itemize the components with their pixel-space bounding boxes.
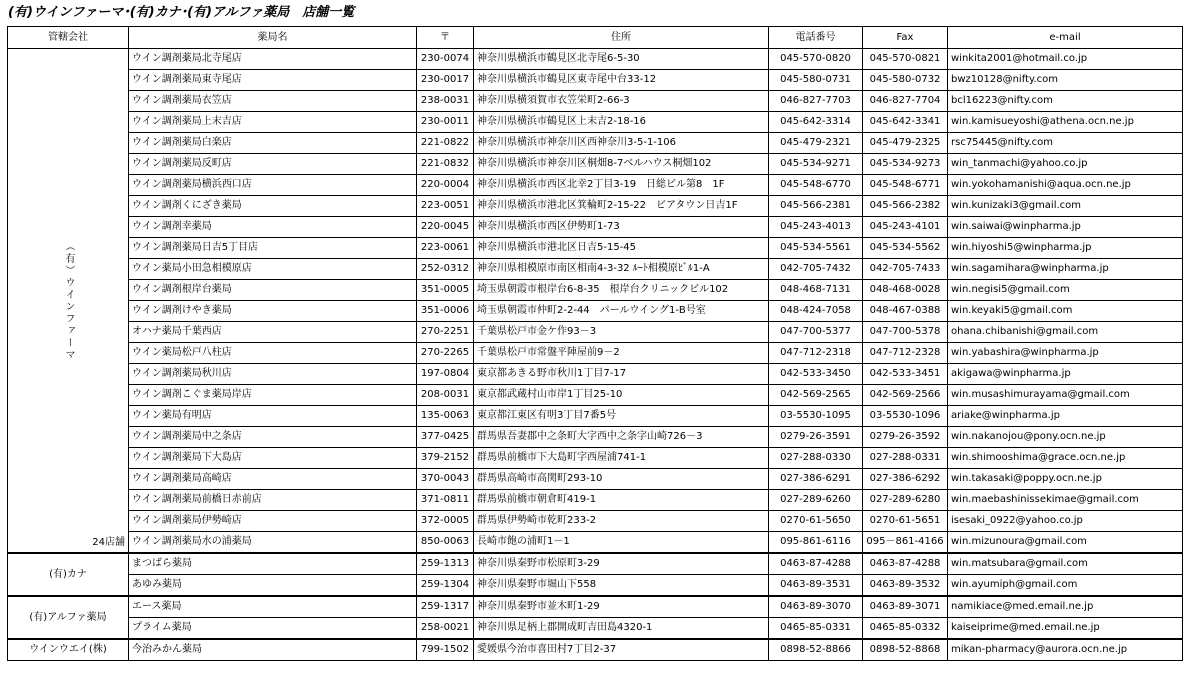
fax-cell: 047-712-2328 [863,343,948,364]
zip-cell: 220-0045 [417,217,474,238]
zip-cell: 259-1304 [417,575,474,597]
fax-cell: 095－861-4166 [863,532,948,554]
zip-cell: 351-0005 [417,280,474,301]
email-cell: win.yokohamanishi@aqua.ocn.ne.jp [948,175,1183,196]
fax-cell: 0463-89-3071 [863,596,948,618]
email-cell: win.mizunoura@gmail.com [948,532,1183,554]
header-row [8,27,1183,49]
pharmacy-name-cell: あゆみ薬局 [129,575,417,597]
phone-cell: 045-479-2321 [769,133,863,154]
pharmacy-name-cell: ウイン調剤こぐま薬局岸店 [129,385,417,406]
email-cell: win.ayumiph@gmail.com [948,575,1183,597]
zip-cell: 223-0051 [417,196,474,217]
zip-cell: 371-0811 [417,490,474,511]
phone-cell: 0463-87-4288 [769,553,863,575]
pharmacy-name-cell: プライム薬局 [129,618,417,640]
address-cell: 神奈川県横浜市西区北幸2丁目3-19 日総ビル第8 1F [474,175,769,196]
phone-cell: 045-548-6770 [769,175,863,196]
address-cell: 埼玉県朝霞市仲町2-2-44 パールウイング1-B号室 [474,301,769,322]
table-row [8,427,1183,448]
email-cell: kaiseiprime@med.email.ne.jp [948,618,1183,640]
email-cell: win.matsubara@gmail.com [948,553,1183,575]
address-cell: 神奈川県横須賀市衣笠栄町2-66-3 [474,91,769,112]
phone-cell: 045-566-2381 [769,196,863,217]
pharmacy-name-cell: ウイン調剤薬局横浜西口店 [129,175,417,196]
fax-cell: 047-700-5378 [863,322,948,343]
zip-cell: 799-1502 [417,639,474,661]
table-row [8,217,1183,238]
header-fax: Fax [863,27,948,49]
company-cell: ウインウエイ(株) [8,639,129,661]
pharmacy-name-cell: ウイン薬局松戸八柱店 [129,343,417,364]
email-cell: win.musashimurayama@gmail.com [948,385,1183,406]
email-cell: win.saiwai@winpharma.jp [948,217,1183,238]
table-row [8,639,1183,661]
address-cell: 神奈川県横浜市鶴見区上末吉2-18-16 [474,112,769,133]
fax-cell: 045-570-0821 [863,49,948,70]
email-cell: isesaki_0922@yahoo.co.jp [948,511,1183,532]
email-cell: win.maebashinissekimae@gmail.com [948,490,1183,511]
header-pharmacy-name: 薬局名 [129,27,417,49]
pharmacy-name-cell: ウイン調剤根岸台薬局 [129,280,417,301]
table-row [8,532,1183,554]
zip-cell: 370-0043 [417,469,474,490]
table-row [8,511,1183,532]
pharmacy-name-cell: ウイン調剤薬局中之条店 [129,427,417,448]
email-cell: ohana.chibanishi@gmail.com [948,322,1183,343]
header-email: e-mail [948,27,1183,49]
address-cell: 神奈川県秦野市松原町3-29 [474,553,769,575]
address-cell: 埼玉県朝霞市根岸台6-8-35 根岸台クリニックビル102 [474,280,769,301]
store-list-table [7,26,1183,661]
zip-cell: 259-1317 [417,596,474,618]
phone-cell: 042-533-3450 [769,364,863,385]
pharmacy-name-cell: ウイン薬局小田急相模原店 [129,259,417,280]
email-cell: ariake@winpharma.jp [948,406,1183,427]
phone-cell: 048-468-7131 [769,280,863,301]
phone-cell: 027-386-6291 [769,469,863,490]
fax-cell: 045-534-5562 [863,238,948,259]
zip-cell: 351-0006 [417,301,474,322]
header-address: 住所 [474,27,769,49]
pharmacy-name-cell: ウイン調剤薬局下大島店 [129,448,417,469]
phone-cell: 042-569-2565 [769,385,863,406]
address-cell: 東京都江東区有明3丁目7番5号 [474,406,769,427]
zip-cell: 220-0004 [417,175,474,196]
email-cell: winkita2001@hotmail.co.jp [948,49,1183,70]
company-cell [8,49,129,554]
fax-cell: 0463-87-4288 [863,553,948,575]
fax-cell: 045-479-2325 [863,133,948,154]
fax-cell: 046-827-7704 [863,91,948,112]
address-cell: 神奈川県横浜市鶴見区東寺尾中台33-12 [474,70,769,91]
zip-cell: 135-0063 [417,406,474,427]
table-row [8,406,1183,427]
email-cell: win.takasaki@poppy.ocn.ne.jp [948,469,1183,490]
zip-cell: 230-0017 [417,70,474,91]
table-row [8,553,1183,575]
email-cell: win.yabashira@winpharma.jp [948,343,1183,364]
fax-cell: 045-534-9273 [863,154,948,175]
address-cell: 愛媛県今治市喜田村7丁目2-37 [474,639,769,661]
fax-cell: 027-386-6292 [863,469,948,490]
pharmacy-name-cell: ウイン調剤薬局白楽店 [129,133,417,154]
table-row [8,154,1183,175]
fax-cell: 027-288-0331 [863,448,948,469]
table-body [8,49,1183,661]
table-row [8,448,1183,469]
header-phone: 電話番号 [769,27,863,49]
phone-cell: 0463-89-3531 [769,575,863,597]
phone-cell: 095-861-6116 [769,532,863,554]
zip-cell: 259-1313 [417,553,474,575]
pharmacy-name-cell: ウイン調剤薬局反町店 [129,154,417,175]
fax-cell: 042-705-7433 [863,259,948,280]
pharmacy-name-cell: エース薬局 [129,596,417,618]
fax-cell: 0463-89-3532 [863,575,948,597]
email-cell: win.sagamihara@winpharma.jp [948,259,1183,280]
address-cell: 長崎市飽の浦町1－1 [474,532,769,554]
company-cell: (有)アルファ薬局 [8,596,129,639]
address-cell: 群馬県伊勢崎市乾町233-2 [474,511,769,532]
company-name: （有）ウインファーマ [63,240,74,361]
zip-cell: 379-2152 [417,448,474,469]
table-row [8,596,1183,618]
table-row [8,196,1183,217]
fax-cell: 045-580-0732 [863,70,948,91]
phone-cell: 048-424-7058 [769,301,863,322]
pharmacy-name-cell: ウイン調剤けやき薬局 [129,301,417,322]
table-row [8,469,1183,490]
fax-cell: 0270-61-5651 [863,511,948,532]
phone-cell: 0279-26-3591 [769,427,863,448]
fax-cell: 045-548-6771 [863,175,948,196]
address-cell: 神奈川県横浜市西区伊勢町1-73 [474,217,769,238]
phone-cell: 045-243-4013 [769,217,863,238]
email-cell: bcl16223@nifty.com [948,91,1183,112]
fax-cell: 045-243-4101 [863,217,948,238]
pharmacy-name-cell: ウイン調剤薬局日吉5丁目店 [129,238,417,259]
address-cell: 神奈川県相模原市南区相南4-3-32 ﾙｰﾄ相模原ﾋﾞﾙ1-A [474,259,769,280]
fax-cell: 0465-85-0332 [863,618,948,640]
phone-cell: 045-580-0731 [769,70,863,91]
zip-cell: 230-0011 [417,112,474,133]
pharmacy-name-cell: ウイン調剤薬局水の浦薬局 [129,532,417,554]
pharmacy-name-cell: ウイン調剤薬局伊勢崎店 [129,511,417,532]
email-cell: win_tanmachi@yahoo.co.jp [948,154,1183,175]
pharmacy-name-cell: ウイン調剤薬局上末吉店 [129,112,417,133]
fax-cell: 03-5530-1096 [863,406,948,427]
address-cell: 神奈川県横浜市港北区箕輪町2-15-22 ビアタウン日吉1F [474,196,769,217]
phone-cell: 045-642-3314 [769,112,863,133]
zip-cell: 377-0425 [417,427,474,448]
email-cell: win.keyaki5@gmail.com [948,301,1183,322]
email-cell: win.kamisueyoshi@athena.ocn.ne.jp [948,112,1183,133]
phone-cell: 045-534-5561 [769,238,863,259]
pharmacy-name-cell: ウイン調剤薬局衣笠店 [129,91,417,112]
pharmacy-name-cell: ウイン調剤薬局北寺尾店 [129,49,417,70]
page-title: (有)ウインファーマ･(有)カナ･(有)アルファ薬局 店舗一覧 [8,5,355,20]
phone-cell: 03-5530-1095 [769,406,863,427]
table-row [8,490,1183,511]
table-row [8,259,1183,280]
table-row [8,91,1183,112]
address-cell: 群馬県高崎市高関町293-10 [474,469,769,490]
zip-cell: 850-0063 [417,532,474,554]
address-cell: 神奈川県横浜市港北区日吉5-15-45 [474,238,769,259]
address-cell: 神奈川県横浜市神奈川区西神奈川3-5-1-106 [474,133,769,154]
email-cell: win.kunizaki3@gmail.com [948,196,1183,217]
email-cell: akigawa@winpharma.jp [948,364,1183,385]
address-cell: 群馬県前橋市下大島町字西屋浦741-1 [474,448,769,469]
table-row [8,364,1183,385]
table-row [8,133,1183,154]
fax-cell: 0279-26-3592 [863,427,948,448]
pharmacy-name-cell: まつばら薬局 [129,553,417,575]
fax-cell: 045-566-2382 [863,196,948,217]
zip-cell: 270-2251 [417,322,474,343]
store-count: 24店舗 [92,537,125,548]
fax-cell: 045-642-3341 [863,112,948,133]
phone-cell: 047-712-2318 [769,343,863,364]
pharmacy-name-cell: ウイン調剤幸薬局 [129,217,417,238]
table-row [8,575,1183,597]
address-cell: 東京都武蔵村山市岸1丁目25-10 [474,385,769,406]
email-cell: win.hiyoshi5@winpharma.jp [948,238,1183,259]
zip-cell: 270-2265 [417,343,474,364]
pharmacy-name-cell: ウイン調剤薬局東寺尾店 [129,70,417,91]
zip-cell: 221-0832 [417,154,474,175]
email-cell: bwz10128@nifty.com [948,70,1183,91]
zip-cell: 221-0822 [417,133,474,154]
table-row [8,70,1183,91]
table-row [8,49,1183,70]
phone-cell: 0898-52-8866 [769,639,863,661]
address-cell: 神奈川県横浜市神奈川区桐畑8-7ベルハウス桐畑102 [474,154,769,175]
zip-cell: 223-0061 [417,238,474,259]
phone-cell: 027-288-0330 [769,448,863,469]
table-row [8,618,1183,640]
address-cell: 群馬県前橋市朝倉町419-1 [474,490,769,511]
address-cell: 群馬県吾妻郡中之条町大字西中之条字山崎726－3 [474,427,769,448]
phone-cell: 045-534-9271 [769,154,863,175]
email-cell: rsc75445@nifty.com [948,133,1183,154]
table-row [8,112,1183,133]
address-cell: 神奈川県足柄上郡開成町吉田島4320-1 [474,618,769,640]
phone-cell: 0463-89-3070 [769,596,863,618]
phone-cell: 045-570-0820 [769,49,863,70]
pharmacy-name-cell: ウイン薬局有明店 [129,406,417,427]
phone-cell: 0465-85-0331 [769,618,863,640]
fax-cell: 027-289-6280 [863,490,948,511]
zip-cell: 230-0074 [417,49,474,70]
pharmacy-name-cell: オハナ薬局千葉西店 [129,322,417,343]
email-cell: win.shimooshima@grace.ocn.ne.jp [948,448,1183,469]
phone-cell: 0270-61-5650 [769,511,863,532]
zip-cell: 238-0031 [417,91,474,112]
phone-cell: 047-700-5377 [769,322,863,343]
fax-cell: 042-533-3451 [863,364,948,385]
pharmacy-name-cell: 今治みかん薬局 [129,639,417,661]
address-cell: 東京都あきる野市秋川1丁目7-17 [474,364,769,385]
email-cell: namikiace@med.email.ne.jp [948,596,1183,618]
email-cell: win.nakanojou@pony.ocn.ne.jp [948,427,1183,448]
fax-cell: 048-468-0028 [863,280,948,301]
pharmacy-name-cell: ウイン調剤薬局高崎店 [129,469,417,490]
phone-cell: 027-289-6260 [769,490,863,511]
fax-cell: 048-467-0388 [863,301,948,322]
header-company: 管轄会社 [8,27,129,49]
address-cell: 千葉県松戸市常盤平陣屋前9－2 [474,343,769,364]
address-cell: 神奈川県横浜市鶴見区北寺尾6-5-30 [474,49,769,70]
pharmacy-name-cell: ウイン調剤薬局前橋日赤前店 [129,490,417,511]
table-row [8,343,1183,364]
header-zip: 〒 [417,27,474,49]
zip-cell: 208-0031 [417,385,474,406]
fax-cell: 0898-52-8868 [863,639,948,661]
phone-cell: 042-705-7432 [769,259,863,280]
company-cell: (有)カナ [8,553,129,596]
address-cell: 神奈川県秦野市堀山下558 [474,575,769,597]
table-row [8,385,1183,406]
table-row [8,322,1183,343]
zip-cell: 372-0005 [417,511,474,532]
zip-cell: 252-0312 [417,259,474,280]
address-cell: 神奈川県秦野市並木町1-29 [474,596,769,618]
phone-cell: 046-827-7703 [769,91,863,112]
table-row [8,238,1183,259]
zip-cell: 258-0021 [417,618,474,640]
table-row [8,280,1183,301]
address-cell: 千葉県松戸市金ケ作93－3 [474,322,769,343]
email-cell: win.negisi5@gmail.com [948,280,1183,301]
zip-cell: 197-0804 [417,364,474,385]
email-cell: mikan-pharmacy@aurora.ocn.ne.jp [948,639,1183,661]
pharmacy-name-cell: ウイン調剤くにざき薬局 [129,196,417,217]
pharmacy-name-cell: ウイン調剤薬局秋川店 [129,364,417,385]
table-row [8,175,1183,196]
fax-cell: 042-569-2566 [863,385,948,406]
table-row [8,301,1183,322]
